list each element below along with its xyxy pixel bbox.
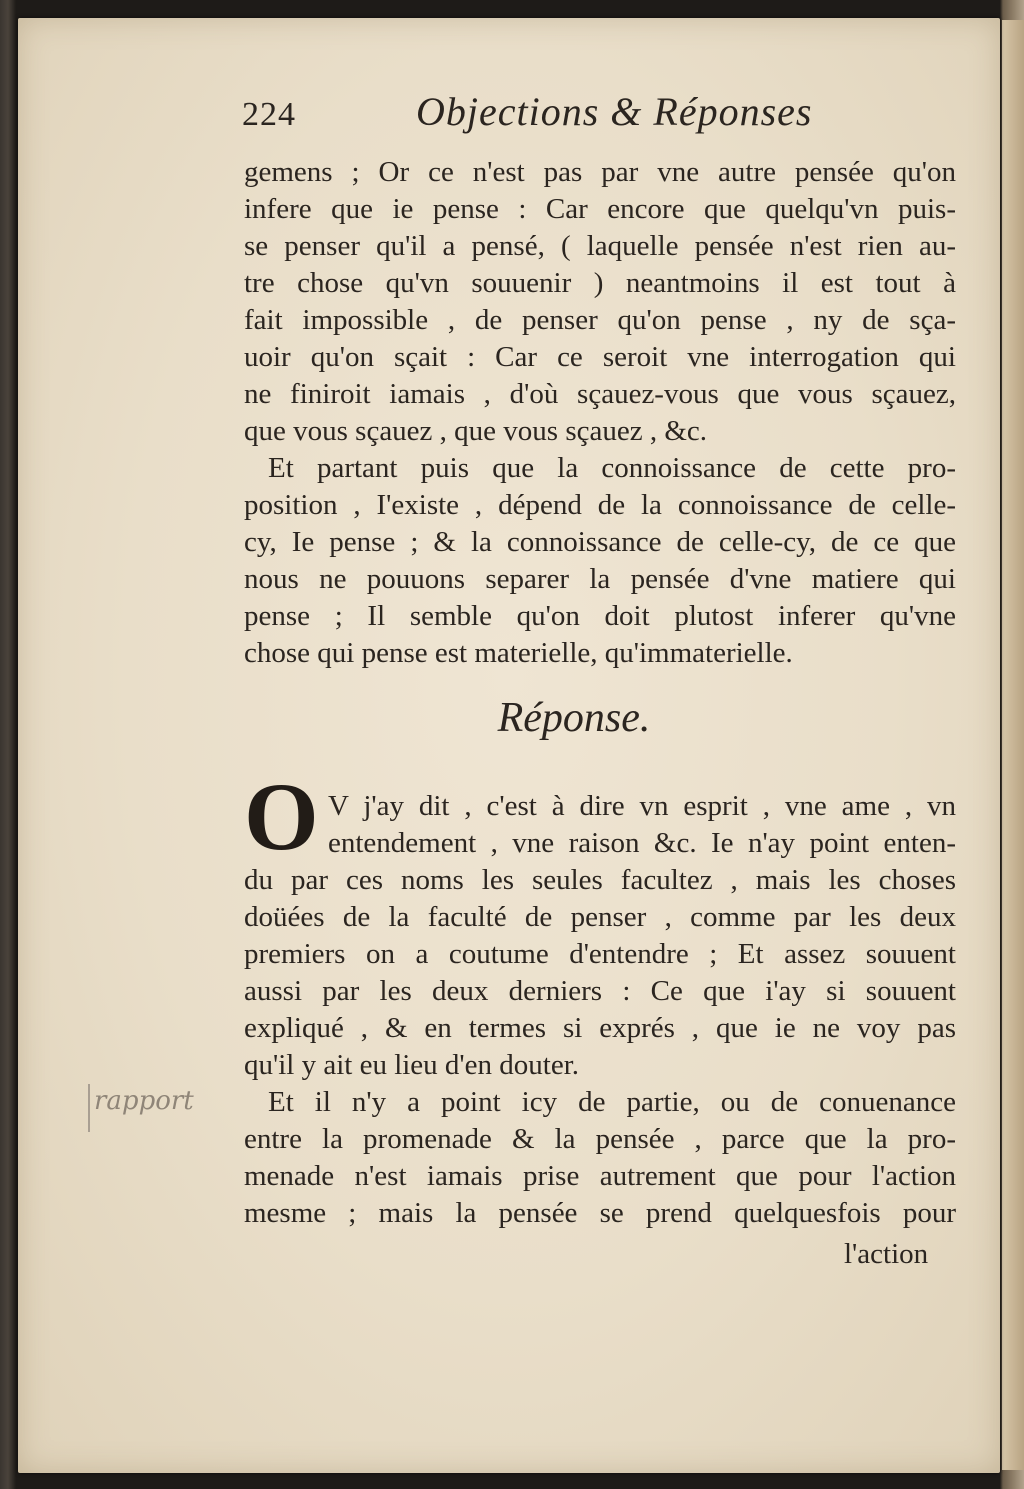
drop-cap: O — [244, 763, 319, 870]
handwritten-margin-note: rapport — [94, 1086, 194, 1116]
section-title-reponse: Réponse. — [497, 695, 651, 741]
text-line: entre la promenade & la pensée , parce que la pro- — [244, 1123, 956, 1155]
book-page — [18, 18, 1000, 1473]
reponse-paragraph-1 — [244, 788, 956, 1084]
page-number: 224 — [242, 96, 296, 133]
text-line: du par ces noms les seules facultez , mais les choses — [244, 864, 956, 896]
text-line: doüées de la faculté de penser , comme par les deux — [244, 901, 956, 933]
text-line: expliqué , & en termes si exprés , que ie ne voy pas — [244, 1012, 956, 1044]
page-header — [18, 82, 1000, 142]
text-line: position , I'existe , dépend de la connoissance de celle- — [244, 489, 956, 521]
text-line: pense ; Il semble qu'on doit plutost inferer qu'vne — [244, 600, 956, 632]
text-line: mesme ; mais la pensée se prend quelquesfois pour — [244, 1197, 956, 1229]
text-line: que vous sçauez , que vous sçauez , &c. — [244, 415, 708, 447]
text-line: chose qui pense est materielle, qu'immaterielle. — [244, 637, 793, 669]
catchword: l'action — [844, 1238, 929, 1270]
text-line: V j'ay dit , c'est à dire vn esprit , vne ame , vn — [328, 790, 956, 822]
text-line: nous ne pouuons separer la pensée d'vne matiere qui — [244, 563, 956, 595]
text-line: aussi par les deux derniers : Ce que i'ay si souuent — [244, 975, 956, 1007]
text-line: Et il n'y a point icy de partie, ou de conuenance — [268, 1086, 956, 1118]
text-line: premiers on a coutume d'entendre ; Et assez souuent — [244, 938, 956, 970]
running-head: Objections & Réponses — [416, 89, 813, 134]
text-line: infere que ie pense : Car encore que quelqu'vn puis- — [244, 193, 956, 225]
reponse-paragraph-2 — [244, 1084, 956, 1232]
text-line: menade n'est iamais prise autrement que pour l'action — [244, 1160, 956, 1192]
text-line: uoir qu'on sçait : Car ce seroit vne interrogation qui — [244, 341, 956, 373]
objection-text — [244, 154, 956, 672]
next-page-edge — [1002, 20, 1024, 1470]
text-line: ne finiroit iamais , d'où sçauez-vous que vous sçauez, — [244, 378, 956, 410]
text-line: cy, Ie pense ; & la connoissance de celle-cy, de ce que — [244, 526, 956, 558]
text-line: Et partant puis que la connoissance de cette pro- — [268, 452, 956, 484]
text-line: entendement , vne raison &c. Ie n'ay point enten- — [328, 827, 956, 859]
text-line: tre chose qu'vn souuenir ) neantmoins il est tout à — [244, 267, 956, 299]
text-line: fait impossible , de penser qu'on pense , ny de sça- — [244, 304, 956, 336]
text-line: gemens ; Or ce n'est pas par vne autre pensée qu'on — [244, 156, 956, 188]
text-line: qu'il y ait eu lieu d'en douter. — [244, 1049, 580, 1081]
margin-bracket — [88, 1084, 90, 1132]
text-line: se penser qu'il a pensé, ( laquelle pensée n'est rien au- — [244, 230, 956, 262]
